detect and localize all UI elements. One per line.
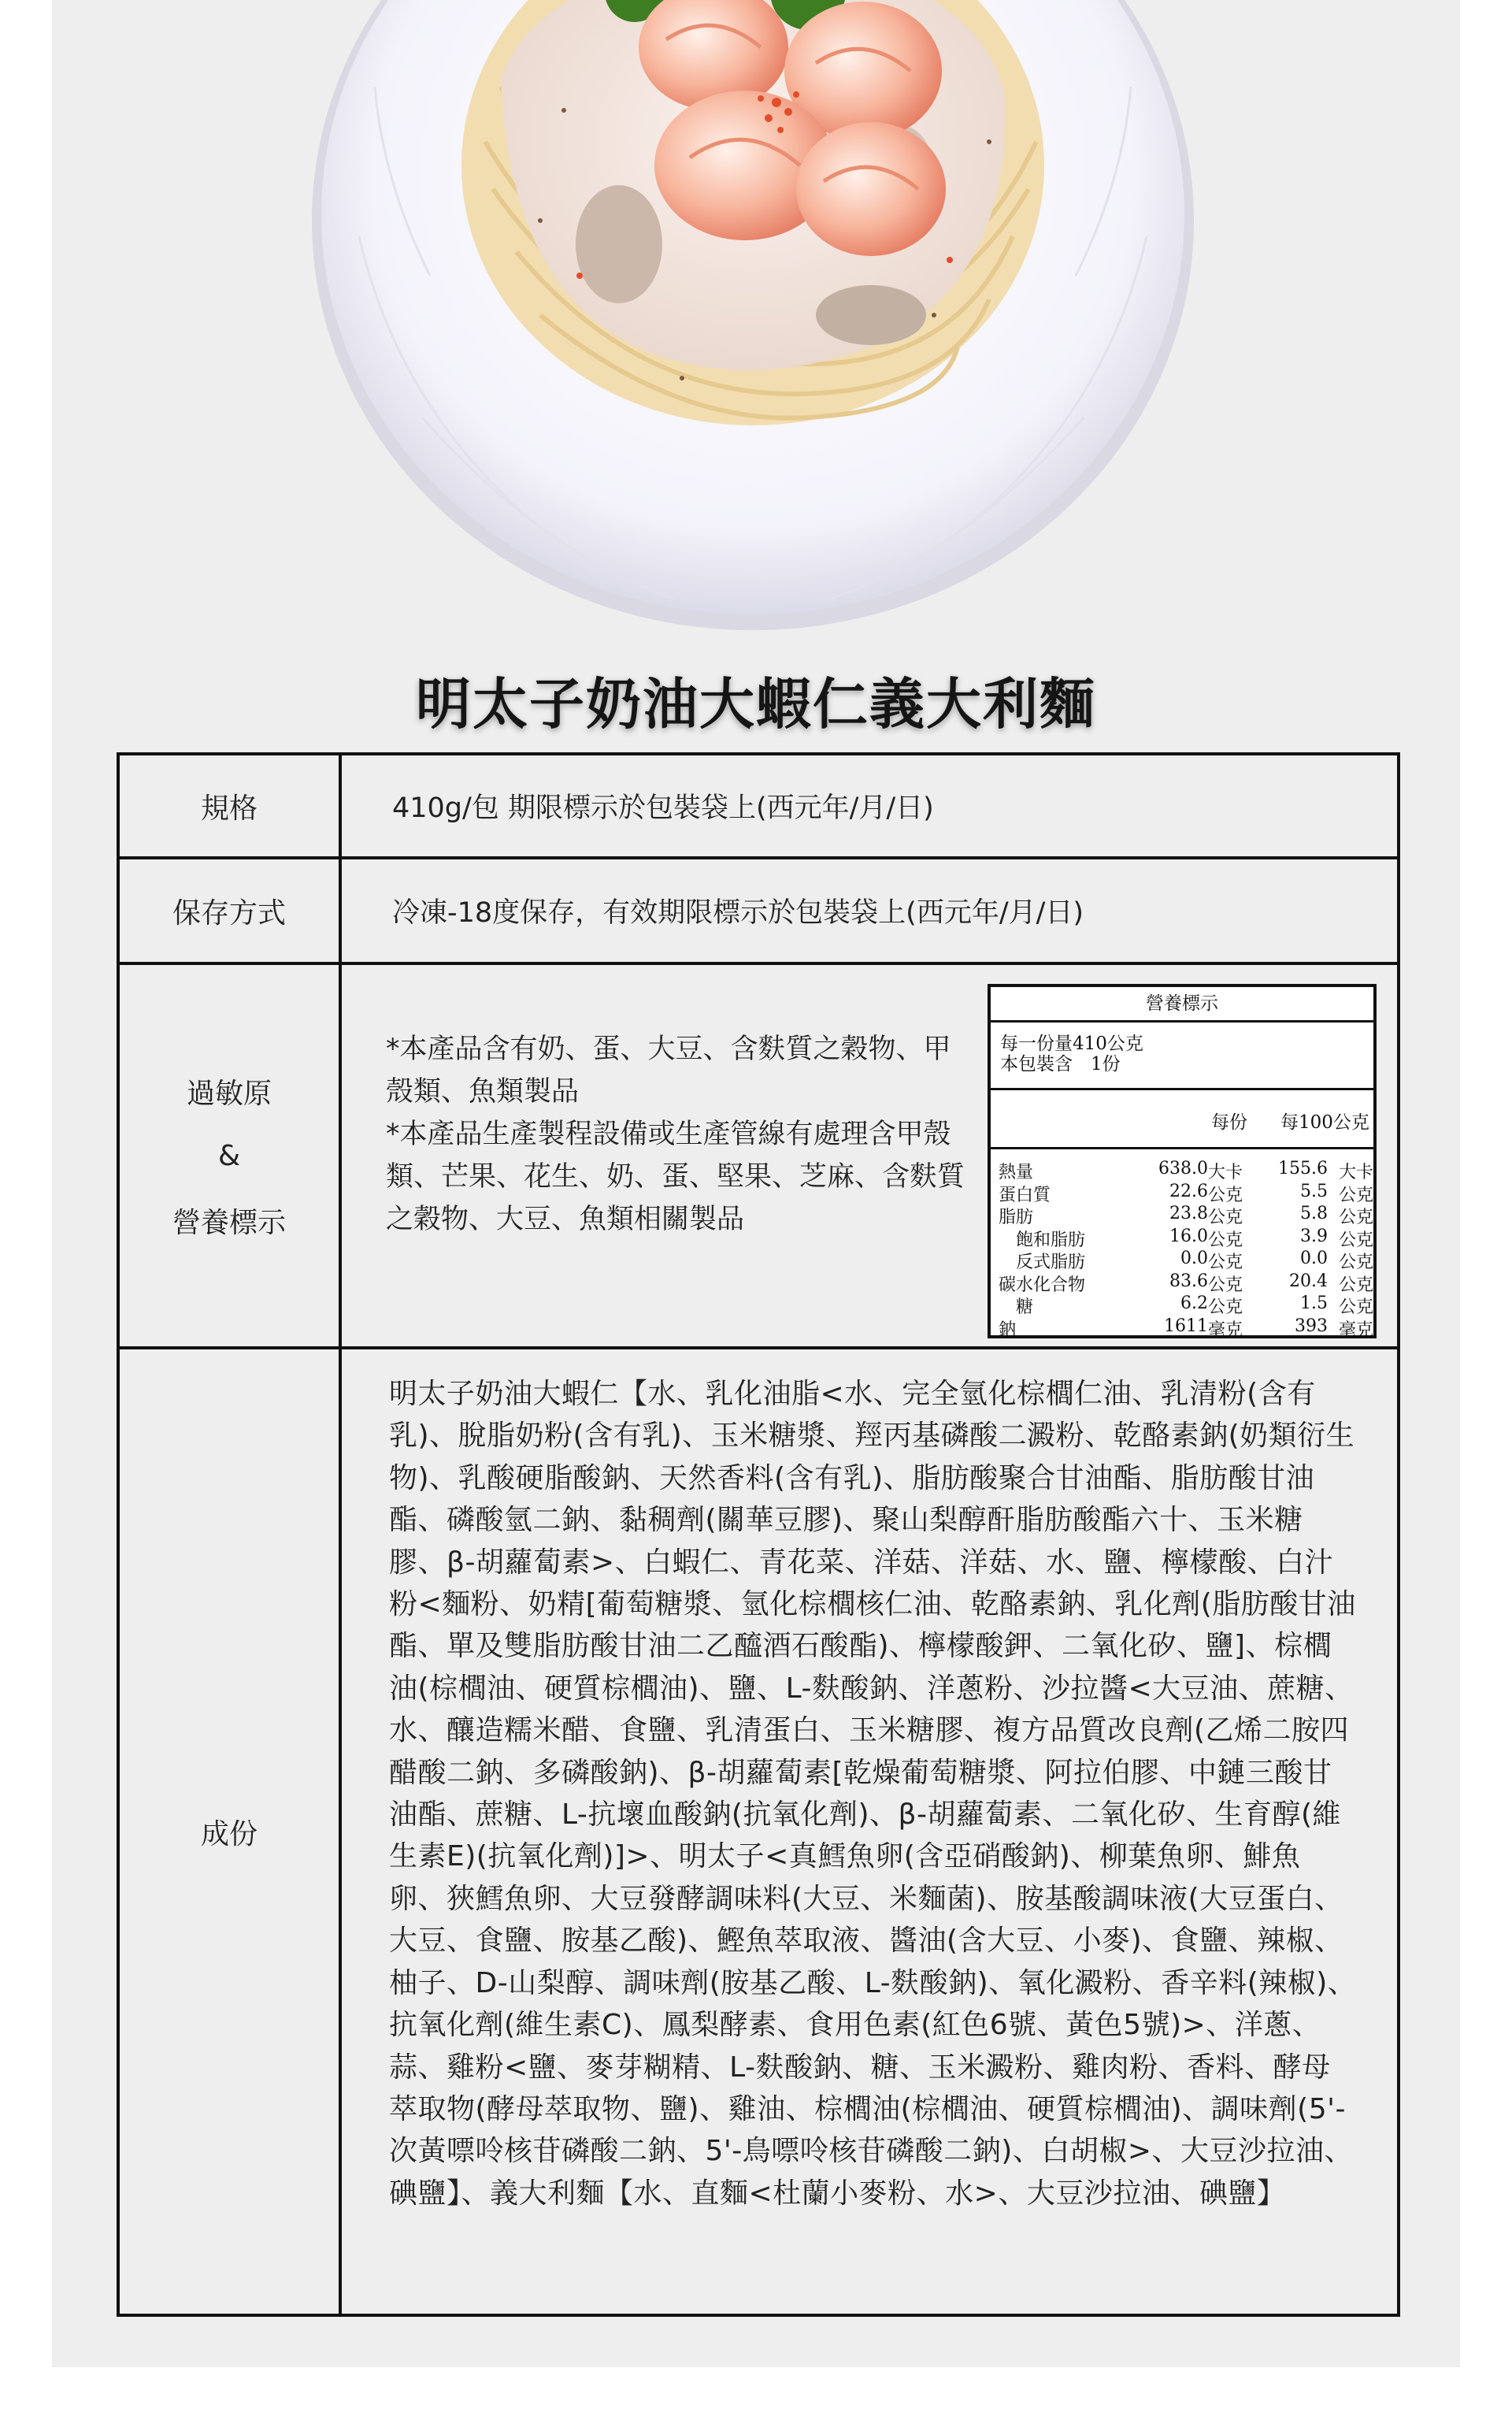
nutrition-row	[991, 1294, 1373, 1316]
per-100g-value: 155.6	[1278, 1159, 1328, 1178]
nutrient-name: 飽和脂肪	[999, 1230, 1086, 1250]
nutrition-column-headers	[991, 1090, 1373, 1149]
per-100g-unit: 公克	[1339, 1185, 1374, 1205]
per-serving-value: 16.0	[1169, 1226, 1208, 1246]
per-100g-value: 5.8	[1300, 1204, 1328, 1223]
spec-row-storage	[120, 859, 1397, 965]
nutrition-row	[991, 1227, 1373, 1249]
allergen-line: *本產品生產製程設備或生產管線有處理含甲殼類、芒果、花生、奶、蛋、堅果、芝麻、含麩質之穀物、大豆、魚類相關製品	[386, 1119, 965, 1235]
per-100g-value: 20.4	[1289, 1271, 1328, 1291]
nutrition-row	[991, 1182, 1373, 1204]
per-serving-value: 1611	[1164, 1316, 1208, 1336]
ingredients-text: 明太子奶油大蝦仁【水、乳化油脂<水、完全氫化棕櫚仁油、乳清粉(含有乳)、脫脂奶粉(含有乳)、玉米糖漿、羥丙基磷酸二澱粉、乾酪素鈉(奶類衍生物)、乳酸硬脂酸鈉、天然香料(含有乳)、脂肪酸聚合甘油酯、脂肪酸甘油酯、磷酸氫二鈉、黏稠劑(關華豆膠)、聚山梨醇酐脂肪酸酯六十、玉米糖膠、β-胡蘿蔔素>、白蝦仁、青花菜、洋菇、洋菇、水、鹽、檸檬酸、白汁粉<麵粉、奶精[葡萄糖漿、氫化棕櫚核仁油、乾酪素鈉、乳化劑(脂肪酸甘油酯、單及雙脂肪酸甘油二乙醯酒石酸酯)、檸檬酸鉀、二氧化矽、鹽]、棕櫚油(棕櫚油、硬質棕櫚油)、鹽、L-麩酸鈉、洋蔥粉、沙拉醬<大豆油、蔗糖、水、釀造糯米醋、食鹽、乳清蛋白、玉米糖膠、複方品質改良劑(乙烯二胺四醋酸二鈉、多磷酸鈉)、β-胡蘿蔔素[乾燥葡萄糖漿、阿拉伯膠、中鏈三酸甘油酯、蔗糖、L-抗壞血酸鈉(抗氧化劑)、β-胡蘿蔔素、二氧化矽、生育醇(維生素E)(抗氧化劑)]>、明太子<真鱈魚卵(含亞硝酸鈉)、柳葉魚卵、鯡魚卵、狹鱈魚卵、大豆發酵調味料(大豆、米麵菌)、胺基酸調味液(大豆蛋白、大豆、食鹽、胺基乙酸)、鰹魚萃取液、醬油(含大豆、小麥)、食鹽、辣椒、柚子、D-山梨醇、調味劑(胺基乙酸、L-麩酸鈉)、氧化澱粉、香辛料(辣椒)、抗氧化劑(維生素C)、鳳梨酵素、食用色素(紅色6號、黃色5號)>、洋蔥、蒜、雞粉<鹽、麥芽糊精、L-麩酸鈉、糖、玉米澱粉、雞肉粉、香料、酵母萃取物(酵母萃取物、鹽)、雞油、棕櫚油(棕櫚油、硬質棕櫚油)、調味劑(5'-次黃嘌呤核苷磷酸二鈉、5'-鳥嘌呤核苷磷酸二鈉)、白胡椒>、大豆沙拉油、碘鹽】、義大利麵【水、直麵<杜蘭小麥粉、水>、大豆沙拉油、碘鹽】	[389, 1378, 1357, 2210]
per-serving-unit: 公克	[1208, 1275, 1243, 1295]
nutrient-name: 碳水化合物	[999, 1275, 1086, 1295]
spec-label-allergen	[120, 965, 342, 1346]
spec-label: 成份	[120, 1349, 342, 2314]
nutrition-row	[991, 1271, 1373, 1294]
nutrient-name: 蛋白質	[999, 1185, 1051, 1205]
per-100g-value: 0.0	[1300, 1249, 1328, 1268]
per-100g-unit: 公克	[1339, 1230, 1374, 1250]
per-serving-value: 83.6	[1169, 1271, 1208, 1291]
serving-size: 每一份量410公克	[1000, 1034, 1143, 1054]
nutrition-row	[991, 1249, 1373, 1271]
nutrition-title: 營養標示	[991, 987, 1373, 1023]
nutrition-serving	[991, 1023, 1373, 1090]
per-100g-value: 3.9	[1300, 1226, 1328, 1246]
product-title: 明太子奶油大蝦仁義大利麵	[416, 672, 1096, 737]
per-serving-value: 638.0	[1158, 1159, 1208, 1178]
per-100g-unit: 公克	[1339, 1275, 1374, 1295]
page-background	[52, 0, 1460, 2367]
nutrient-name: 熱量	[999, 1163, 1034, 1182]
spec-value-storage: 冷凍-18度保存，有效期限標示於包裝袋上(西元年/月/日)	[392, 897, 1084, 929]
per-serving-value: 0.0	[1180, 1249, 1208, 1268]
per-100g-unit: 公克	[1339, 1253, 1374, 1272]
per-serving-value: 22.6	[1169, 1181, 1208, 1201]
per-100g-value: 5.5	[1300, 1181, 1328, 1201]
per-100g-unit: 大卡	[1339, 1163, 1374, 1182]
label-line: 營養標示	[172, 1206, 286, 1239]
per-serving-value: 6.2	[1180, 1294, 1208, 1313]
col-per-serving: 每份	[1211, 1112, 1247, 1133]
spec-value-size: 410g/包 期限標示於包裝袋上(西元年/月/日)	[392, 792, 934, 824]
spec-row-ingredients	[120, 1349, 1397, 2314]
per-serving-unit: 公克	[1208, 1297, 1243, 1317]
per-serving-unit: 公克	[1208, 1208, 1243, 1227]
col-per-100g: 每100公克	[1280, 1112, 1369, 1133]
nutrient-name: 糖	[999, 1297, 1034, 1317]
spec-label: 保存方式	[120, 859, 342, 962]
per-serving-unit: 公克	[1208, 1230, 1243, 1250]
allergen-cell	[342, 965, 1397, 1346]
allergen-text	[386, 1028, 969, 1241]
label-line: &	[217, 1139, 241, 1172]
per-serving-unit: 公克	[1208, 1253, 1243, 1272]
nutrient-name: 脂肪	[999, 1208, 1034, 1227]
pasta-dish-photo	[304, 0, 1202, 646]
nutrition-row	[991, 1159, 1373, 1182]
nutrition-row	[991, 1204, 1373, 1227]
per-serving-unit: 公克	[1208, 1185, 1243, 1205]
per-serving-unit: 大卡	[1208, 1163, 1243, 1182]
per-100g-value: 393	[1295, 1316, 1328, 1336]
label-line: 過敏原	[186, 1077, 272, 1110]
nutrition-row	[991, 1316, 1373, 1339]
per-serving-value: 23.8	[1169, 1204, 1208, 1223]
spec-row-size	[120, 755, 1397, 859]
nutrition-rows	[991, 1149, 1373, 1338]
per-100g-unit: 公克	[1339, 1297, 1374, 1317]
spec-label: 規格	[120, 755, 342, 856]
allergen-line: *本產品含有奶、蛋、大豆、含麩質之穀物、甲殼類、魚類製品	[386, 1034, 951, 1108]
per-100g-unit: 公克	[1339, 1208, 1374, 1227]
per-100g-unit: 毫克	[1339, 1319, 1374, 1340]
spec-row-allergen-nutrition	[120, 965, 1397, 1349]
per-serving-unit: 毫克	[1208, 1319, 1243, 1340]
nutrient-name: 鈉	[999, 1319, 1017, 1340]
servings-per-package: 本包裝含 1份	[1000, 1054, 1121, 1075]
nutrition-label	[988, 984, 1377, 1338]
spec-table	[117, 752, 1400, 2317]
nutrient-name: 反式脂肪	[999, 1253, 1086, 1272]
per-100g-value: 1.5	[1300, 1294, 1328, 1313]
ingredients-cell	[342, 1349, 1397, 2314]
